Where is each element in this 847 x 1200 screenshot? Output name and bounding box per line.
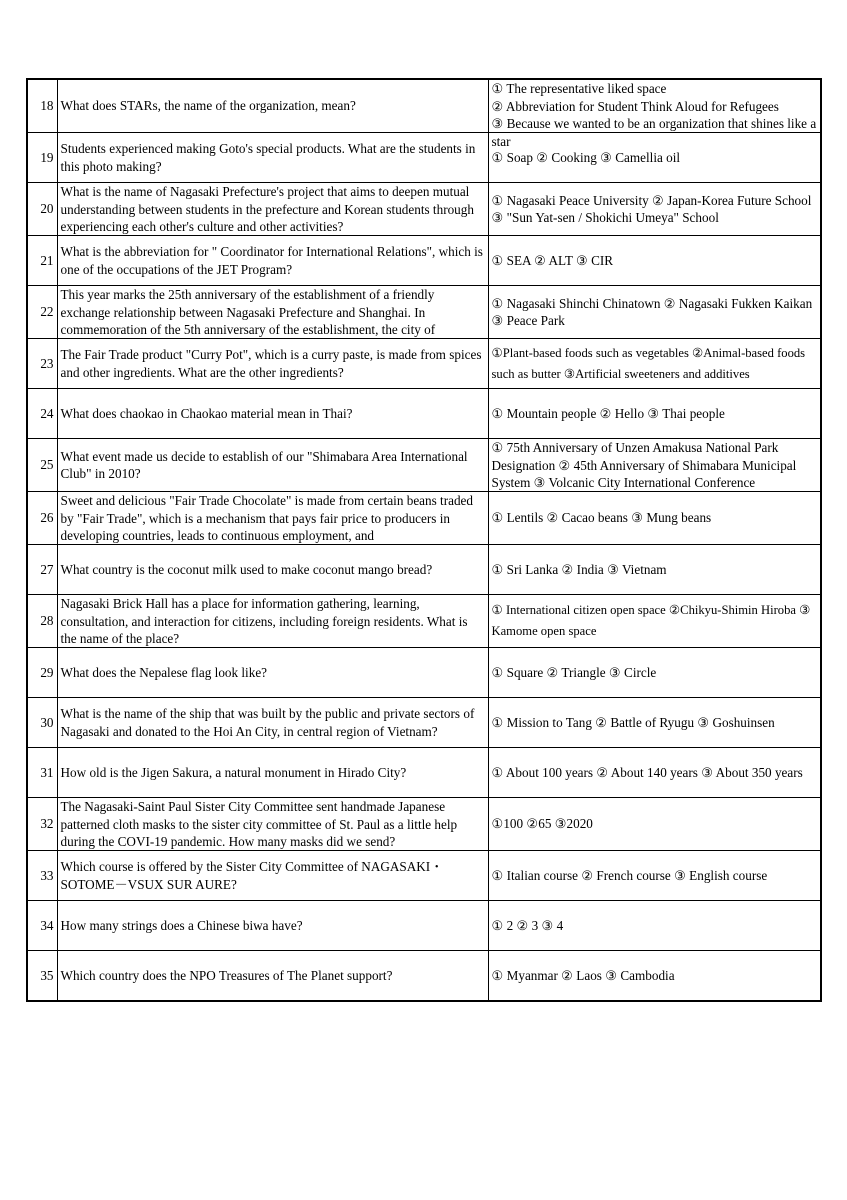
question-text: What does STARs, the name of the organization, mean? [60, 98, 356, 114]
answer-choices-cell [488, 951, 821, 1001]
quiz-table-body [27, 79, 821, 1001]
question-text-cell [57, 798, 488, 851]
question-text: What is the abbreviation for " Coordinator for International Relations", which is one of the occupations of the JET Program? [60, 244, 483, 277]
question-number: 30 [27, 698, 57, 748]
table-row [27, 951, 821, 1001]
answer-choices-cell [488, 851, 821, 901]
table-row [27, 798, 821, 851]
question-text: How many strings does a Chinese biwa have? [60, 917, 303, 933]
quiz-table [26, 78, 822, 1002]
question-text-cell [57, 183, 488, 236]
question-text-cell [57, 439, 488, 492]
answer-choices-cell [488, 183, 821, 236]
question-number: 21 [27, 236, 57, 286]
answer-choices-cell [488, 133, 821, 183]
question-number: 24 [27, 389, 57, 439]
question-text-cell [57, 339, 488, 389]
answer-choices-cell [488, 595, 821, 648]
answer-choices: ① About 100 years ② About 140 years ③ About 350 years [491, 764, 803, 780]
question-number: 27 [27, 545, 57, 595]
question-text: This year marks the 25th anniversary of the establishment of a friendly exchange relationship between Nagasaki Prefecture and Shanghai. In commemoration of the 5th anniversary of the establishment, the city of [60, 287, 436, 337]
answer-choices: ① Soap ② Cooking ③ Camellia oil [491, 149, 681, 165]
question-text-cell [57, 698, 488, 748]
question-text: What does chaokao in Chaokao material mean in Thai? [60, 405, 353, 421]
question-text: What event made us decide to establish of our "Shimabara Area International Club" in 2010? [60, 448, 468, 481]
question-text-cell [57, 79, 488, 133]
question-number: 35 [27, 951, 57, 1001]
answer-choices: ①100 ②65 ③2020 [491, 816, 593, 832]
question-text-cell [57, 545, 488, 595]
question-text: Nagasaki Brick Hall has a place for information gathering, learning, consultation, and interaction for citizens, including foreign residents. What is the name of the place? [60, 596, 468, 646]
table-row [27, 698, 821, 748]
question-number: 28 [27, 595, 57, 648]
question-text-cell [57, 851, 488, 901]
table-row [27, 901, 821, 951]
answer-choices: ① Sri Lanka ② India ③ Vietnam [491, 561, 667, 577]
answer-choices: ① Square ② Triangle ③ Circle [491, 664, 657, 680]
question-number: 19 [27, 133, 57, 183]
answer-choices-cell [488, 798, 821, 851]
table-row [27, 286, 821, 339]
answer-choices: ① SEA ② ALT ③ CIR [491, 252, 614, 268]
question-text-cell [57, 951, 488, 1001]
question-number: 18 [27, 79, 57, 133]
table-row [27, 851, 821, 901]
answer-choices-cell [488, 286, 821, 339]
question-text: Which country does the NPO Treasures of The Planet support? [60, 967, 393, 983]
answer-choices-cell [488, 79, 821, 149]
question-text: The Nagasaki-Saint Paul Sister City Committee sent handmade Japanese patterned cloth masks to the sister city committee of St. Paul as a little help during the COVI-19 pandemic. How many masks did we send? [60, 799, 458, 849]
question-text-cell [57, 595, 488, 648]
question-number: 23 [27, 339, 57, 389]
answer-choices: ① The representative liked space ② Abbreviation for Student Think Aloud for Refugees ③ Because we wanted to be an organization that shines like a star [491, 81, 817, 149]
answer-choices: ① Mountain people ② Hello ③ Thai people [491, 405, 725, 421]
question-number: 32 [27, 798, 57, 851]
question-number: 20 [27, 183, 57, 236]
answer-choices: ① International citizen open space ②Chikyu-Shimin Hiroba ③ Kamome open space [491, 603, 811, 638]
table-row [27, 492, 821, 545]
answer-choices-cell [488, 439, 821, 492]
table-row [27, 648, 821, 698]
question-text-cell [57, 133, 488, 183]
question-text: What does the Nepalese flag look like? [60, 664, 268, 680]
question-text: Students experienced making Goto's special products. What are the students in this photo making? [60, 141, 476, 174]
question-text-cell [57, 236, 488, 286]
answer-choices-cell [488, 492, 821, 545]
table-row [27, 133, 821, 183]
table-row [27, 236, 821, 286]
answer-choices: ①Plant-based foods such as vegetables ②Animal-based foods such as butter ③Artificial sweeteners and additives [491, 345, 806, 381]
answer-choices: ① Myanmar ② Laos ③ Cambodia [491, 967, 675, 983]
question-number: 33 [27, 851, 57, 901]
answer-choices-cell [488, 339, 821, 389]
question-text-cell [57, 748, 488, 798]
question-number: 31 [27, 748, 57, 798]
answer-choices: ① 75th Anniversary of Unzen Amakusa National Park Designation ② 45th Anniversary of Shimabara Municipal System ③ Volcanic City International Conference [491, 440, 797, 490]
question-text-cell [57, 389, 488, 439]
table-row [27, 389, 821, 439]
table-row [27, 545, 821, 595]
question-text: How old is the Jigen Sakura, a natural monument in Hirado City? [60, 764, 407, 780]
question-text: The Fair Trade product "Curry Pot", which is a curry paste, is made from spices and other ingredients. What are the other ingredients? [60, 347, 482, 380]
answer-choices-cell [488, 545, 821, 595]
answer-choices-cell [488, 389, 821, 439]
table-row [27, 595, 821, 648]
answer-choices: ① Mission to Tang ② Battle of Ryugu ③ Goshuinsen [491, 714, 775, 730]
question-text: What is the name of the ship that was built by the public and private sectors of Nagasaki and donated to the Hoi An City, in central region of Vietnam? [60, 706, 475, 739]
question-text-cell [57, 648, 488, 698]
question-text: What is the name of Nagasaki Prefecture's project that aims to deepen mutual understanding between students in the prefecture and Korean students through experiencing each other's culture and other activities? [60, 184, 474, 234]
answer-choices: ① Nagasaki Shinchi Chinatown ② Nagasaki Fukken Kaikan ③ Peace Park [491, 295, 813, 328]
question-text: What country is the coconut milk used to make coconut mango bread? [60, 561, 433, 577]
question-text-cell [57, 492, 488, 545]
question-text-cell [57, 901, 488, 951]
table-row [27, 339, 821, 389]
table-row [27, 748, 821, 798]
table-row [27, 439, 821, 492]
table-row [27, 183, 821, 236]
question-number: 29 [27, 648, 57, 698]
question-number: 34 [27, 901, 57, 951]
answer-choices-cell [488, 648, 821, 698]
table-row [27, 79, 821, 133]
answer-choices-cell [488, 901, 821, 951]
answer-choices-cell [488, 698, 821, 748]
answer-choices: ① Nagasaki Peace University ② Japan-Korea Future School ③ "Sun Yat-sen / Shokichi Umeya" School [491, 192, 812, 225]
question-text-cell [57, 286, 488, 339]
question-number: 26 [27, 492, 57, 545]
question-number: 25 [27, 439, 57, 492]
question-number: 22 [27, 286, 57, 339]
question-text: Which course is offered by the Sister City Committee of NAGASAKI・SOTOME－VSUX SUR AURE? [60, 859, 444, 892]
answer-choices-cell [488, 236, 821, 286]
answer-choices: ① Lentils ② Cacao beans ③ Mung beans [491, 510, 712, 526]
answer-choices: ① 2 ② 3 ③ 4 [491, 917, 564, 933]
answer-choices-cell [488, 748, 821, 798]
question-text: Sweet and delicious "Fair Trade Chocolate" is made from certain beans traded by "Fair Trade", which is a mechanism that pays fair price to producers in developing countries, leads to continuous employment, and [60, 493, 474, 543]
answer-choices: ① Italian course ② French course ③ English course [491, 867, 768, 883]
